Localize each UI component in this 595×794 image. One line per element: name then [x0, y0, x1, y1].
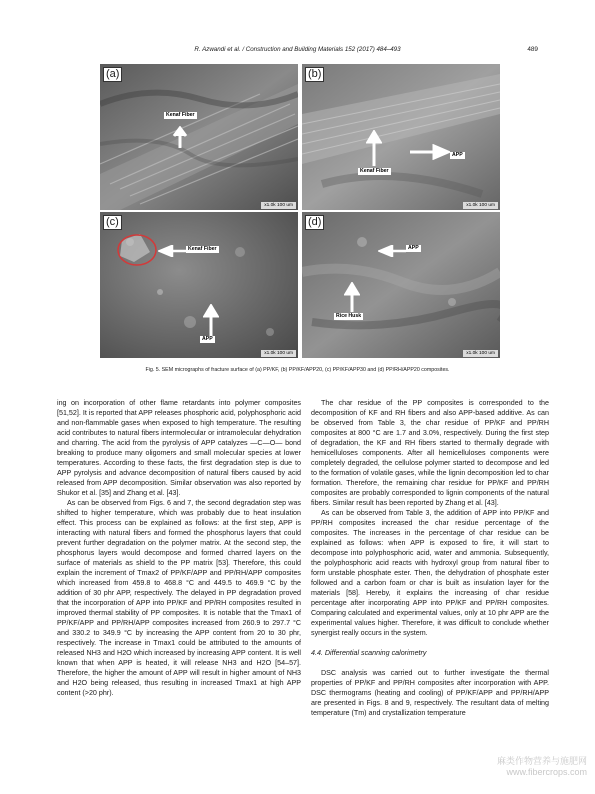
- panel-c: [100, 212, 298, 358]
- panel-d: [302, 212, 500, 358]
- arrow-icon: [378, 245, 406, 257]
- arrow-icon: [172, 126, 188, 148]
- panel-label: (d): [305, 215, 324, 230]
- kenaf-fiber-tag: Kenaf Fiber: [360, 168, 389, 174]
- rice-husk-tag: Rice Husk: [336, 313, 362, 319]
- page-header: [0, 44, 595, 56]
- sem-image-c: [100, 212, 298, 358]
- sem-image-a: [100, 64, 298, 210]
- watermark-line: www.fibercrops.com: [506, 767, 587, 777]
- paragraph: The char residue of the PP composites is corresponded to the decomposition of KF and RH fibers and also APP-based additive. As can be observed from Table 3, the char residue of PP/KF and PP/RH composites at 800 °C are 1.7 and 3.0%, respectively. During the first step of degradation, the KF and RH fibers started to thermally degrade with hemicelluloses components. After all hemicelluloses components were completely degraded, the cellulose polymer started to decompose and led to the formation of volatile gases, while the lignin decomposition led to char formation. Therefore, the remaining char residue for PP/KF and PP/RH composites are probably corresponded to lignin components of the natural fibers. Similar result has been reported by Zhang et al. [43].: [311, 399, 549, 508]
- kenaf-fiber-tag: Kenaf Fiber: [166, 112, 195, 118]
- figure-caption: Fig. 5. SEM micrographs of fracture surface of (a) PP/KF, (b) PP/KF/APP20, (c) PP/KF/APP30 and (d) PP/RH/APP20 composites.: [145, 367, 450, 373]
- section-heading: 4.4. Differential scanning calorimetry: [311, 649, 427, 658]
- sem-figure: [100, 64, 500, 358]
- sem-image-d: [302, 212, 500, 358]
- arrow-icon: [366, 130, 382, 166]
- panel-label: (c): [103, 215, 122, 230]
- right-column: [311, 398, 549, 718]
- paragraph: As can be observed from Figs. 6 and 7, the second degradation step was shifted to higher temperature, which was probably due to heat insulation effect. This process can be explained as follows: at the first step, APP is interacting with natural fibers and formed the phosphorus layers that could prevent further degradation on the polymer matrix. At the second step, the phosphorus layers would decompose and formed charred layers on the surface of materials as shield to the PP matrix [53]. Therefore, this could explain the increment of Tmax2 of PP/KF/APP and PP/RH/APP composites which increased from 459.8 to 468.8 °C and 449.5 to 469.9 °C by the addition of 30 phr APP, respectively. The delayed in PP degradation proved that the incorporation of APP into PP/KF and PP/RH composites resulted in improved thermal stability of PP composites. It is notable that the Tmax1 of PP/KF/APP and PP/RH/APP composites increased from 260.9 to 297.7 °C and 330.2 to 349.9 °C by increasing the APP content from 20 to 30 phr, respectively. The increase in Tmax1 could be attributed to the amounts of released NH3 and H2O which increased by increasing APP content. It is well known that when APP is heated, it will release NH3 and H2O [54–57]. Therefore, the higher the amount of APP will result in higher amount of NH3 and H2O being released, thus resulting in increased Tmax1 at high APP content (>20 phr).: [57, 499, 301, 698]
- app-tag: APP: [408, 245, 419, 251]
- arrow-icon: [158, 245, 186, 257]
- watermark: [497, 756, 587, 778]
- kenaf-fiber-tag: Kenaf Fiber: [188, 246, 217, 252]
- page-number: 489: [527, 46, 538, 53]
- arrow-icon: [344, 282, 360, 312]
- left-column: [57, 398, 301, 698]
- scale-bar: x1.0k 100 um: [261, 202, 296, 209]
- scale-bar: x1.0k 100 um: [261, 350, 296, 357]
- arrow-icon: [410, 144, 450, 160]
- panel-label: (b): [305, 67, 324, 82]
- running-head: R. Azwandi et al. / Construction and Building Materials 152 (2017) 484–493: [194, 46, 401, 53]
- watermark-line: 麻类作物营养与施肥网: [496, 756, 587, 766]
- sem-image-b: [302, 64, 500, 210]
- scale-bar: x1.0k 100 um: [463, 350, 498, 357]
- scale-bar: x1.0k 100 um: [463, 202, 498, 209]
- app-tag: APP: [452, 152, 463, 158]
- paragraph: DSC analysis was carried out to further investigate the thermal properties of PP/KF and PP/RH composites after incorporation with APP. DSC thermograms (heating and cooling) of PP/KF/APP and PP/RH/APP are presented in Figs. 8 and 9, respectively. The resultant data of melting temperature (Tm) and crystallization temperature: [311, 669, 549, 718]
- panel-label: (a): [103, 67, 122, 82]
- arrow-icon: [203, 304, 219, 336]
- app-tag: APP: [202, 336, 213, 342]
- paragraph: ing on incorporation of other flame retardants into polymer composites [51,52]. It is reported that APP releases phosphoric acid, polyphosphoric acid and non-flammable gases when exposed to high temperature. The resulting acid contributes to natural fibers intermolecular or intramolecular dehydration and charring. The acid from the pyrolysis of APP catalyzes —C—O— bond breaking to produce many oligomers and small molecular species at lower temperatures. According to these facts, the first degradation step is due to APP pyrolysis and advance decomposition of natural fibers caused by acid released from APP decomposition. Similar observation was also reported by Shukor et al. [35] and Zhang et al. [43].: [57, 399, 301, 498]
- panel-b: [302, 64, 500, 210]
- panel-a: [100, 64, 298, 210]
- paragraph: As can be observed from Table 3, the addition of APP into PP/KF and PP/RH composites increased the char residue percentage of the composites. The increases in the percentage of char residue can be explained as follows: when APP is exposed to fire, it will start to decompose into polyphosphoric acid, water and ammonia. Subsequently, the polyphosphoric acid reacts with hydroxyl group from natural fiber to form unstable phosphate ester. Then, the dehydration of phosphate ester followed and a carbon foam or char is built as insulation layer for the materials [58]. Hereby, it explains the increasing of char residue percentage after incorporating APP into PP/KF and PP/RH composites. Comparing calculated and experimental values, only at 10 phr APP are the experimental values higher. Therefore, it was difficult to conclude whether synergist really occurs in the system.: [311, 509, 549, 638]
